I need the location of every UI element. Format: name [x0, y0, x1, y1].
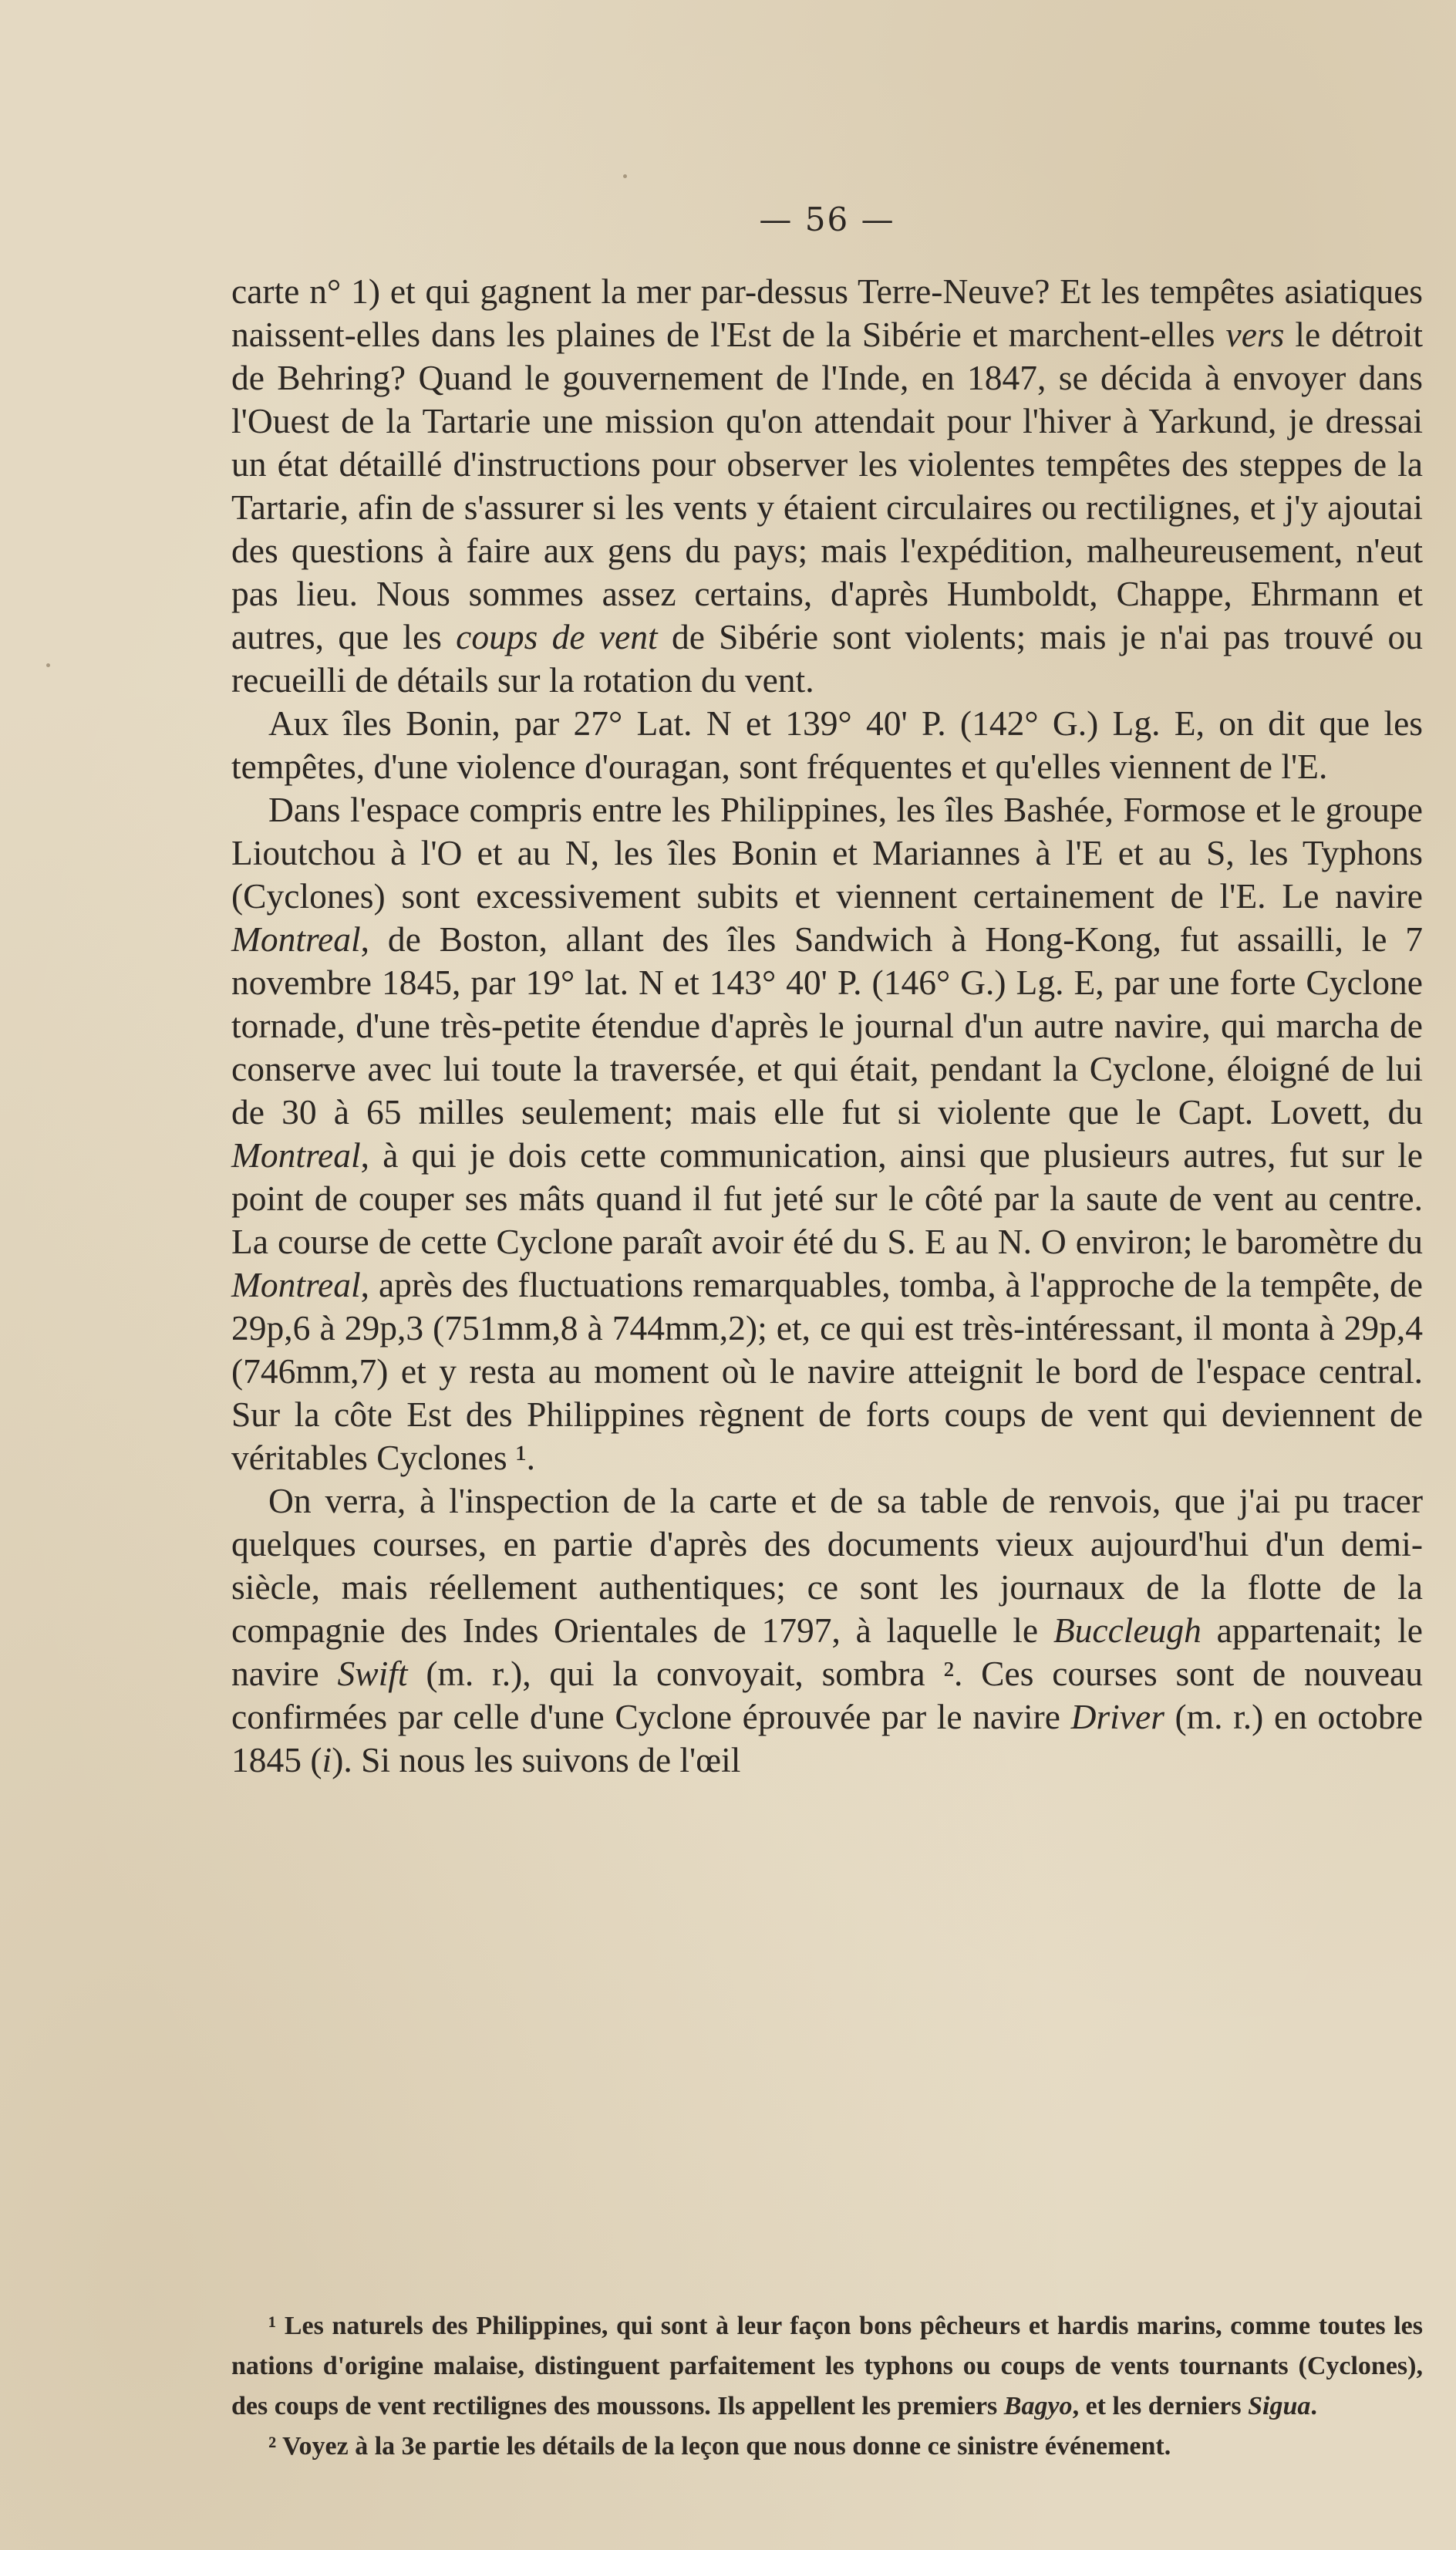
text-run: (m. r.), qui la convoyait, sombra ². Ces courses sont de nouveau confirmées par celle d'une Cyclone éprouvée par le navire [231, 1654, 1424, 1736]
text-run: appartenait; le navire [231, 1611, 1423, 1693]
italic-text: coups de vent [456, 617, 658, 656]
text-run: de Sibérie sont violents; mais je n'ai pas trouvé ou recueilli de détails sur la rotation du vent. [231, 617, 1423, 700]
text-run: (m. r.) en octobre 1845 ( [231, 1697, 1423, 1779]
text-run: . [1310, 2392, 1317, 2420]
text-run: Aux îles Bonin, par 27° Lat. N et 139° 40' P. (142° G.) Lg. E, on dit que les tempêtes, d'une violence d'ouragan, sont fréquentes et qu'elles viennent de l'E. [231, 703, 1423, 786]
italic-text: Montreal [231, 919, 361, 959]
text-run: ). Si nous les suivons de l'œil [332, 1740, 741, 1779]
footnote-1 [231, 2306, 1423, 2427]
italic-text: Buccleugh [1053, 1611, 1202, 1650]
text-run: , de Boston, allant des îles Sandwich à Hong-Kong, fut assailli, le 7 novembre 1845, par 19° lat. N et 143° 40' P. (146° G.) Lg. E, par une forte Cyclone tornade, d'une très-petite étendue d'après le journal d'un autre navire, qui marcha de conserve avec lui toute la traversée, et qui était, pendant la Cyclone, éloigné de lui de 30 à 65 milles seulement; mais elle fut si violente que le Capt. Lovett, du [231, 919, 1423, 1132]
text-run: Dans l'espace compris entre les Philippines, les îles Bashée, Formose et le groupe Lioutchou à l'O et au N, les îles Bonin et Mariannes à l'E et au S, les Typhons (Cyclones) sont excessivement subits et viennent certainement de l'E. Le navire [231, 790, 1423, 916]
text-run: On verra, à l'inspection de la carte et de sa table de renvois, que j'ai pu tracer quelques courses, en partie d'après des documents vieux aujourd'hui d'un demi-siècle, mais réellement authentiques; ce sont les journaux de la flotte de la compagnie des Indes Orientales de 1797, à laquelle le [231, 1481, 1423, 1650]
text-run: , à qui je dois cette communication, ainsi que plusieurs autres, fut sur le point de couper ses mâts quand il fut jeté sur le côté par la saute de vent au centre. La course de cette Cyclone paraît avoir été du S. E au N. O environ; le baromètre du [231, 1135, 1423, 1261]
paragraph-4 [231, 1479, 1423, 1782]
paragraph-1 [231, 270, 1423, 702]
italic-text: Bagyo [1003, 2392, 1073, 2420]
book-page [231, 193, 1423, 2507]
paragraph-3 [231, 788, 1423, 1479]
italic-text: Swift [337, 1654, 408, 1693]
paper-speck [623, 174, 627, 178]
text-run: ¹ Les naturels des Philippines, qui sont à leur façon bons pêcheurs et hardis marins, comme toutes les nations d'origine malaise, distinguent parfaitement les typhons ou coups de vents tournants (Cyclones), des coups de vent rectilignes des moussons. Ils appellent les premiers [231, 2312, 1423, 2420]
italic-text: vers [1225, 315, 1285, 354]
text-run: ² Voyez à la 3e partie les détails de la leçon que nous donne ce sinistre événement. [268, 2432, 1171, 2461]
text-run: carte n° 1) et qui gagnent la mer par-dessus Terre-Neuve? Et les tempêtes asiatiques naissent-elles dans les plaines de l'Est de la Sibérie et marchent-elles [231, 272, 1423, 354]
text-run: , après des fluctuations remarquables, tomba, à l'approche de la tempête, de 29p,6 à 29p,3 (751mm,8 à 744mm,2); et, ce qui est très-intéressant, il monta à 29p,4 (746mm,7) et y resta au moment où le navire atteignit le bord de l'espace central. Sur la côte Est des Philippines règnent de forts coups de vent qui deviennent de véritables Cyclones ¹. [231, 1265, 1423, 1477]
italic-text: Sigua [1248, 2392, 1311, 2420]
paragraph-2 [231, 702, 1423, 788]
italic-text: i [322, 1740, 332, 1779]
page-number: — 56 — [759, 201, 895, 238]
italic-text: Driver [1070, 1697, 1164, 1736]
footnote-2 [231, 2427, 1423, 2467]
paper-speck [46, 663, 50, 667]
body-text [231, 270, 1423, 1782]
italic-text: Montreal [231, 1135, 361, 1175]
italic-text: Montreal [231, 1265, 361, 1304]
text-run: , et les derniers [1072, 2392, 1249, 2420]
text-run: le détroit de Behring? Quand le gouvernement de l'Inde, en 1847, se décida à envoyer dans l'Ouest de la Tartarie une mission qu'on attendait pour l'hiver à Yarkund, je dressai un état détaillé d'instructions pour observer les violentes tempêtes des steppes de la Tartarie, afin de s'assurer si les vents y étaient circulaires ou rectilignes, et j'y ajoutai des questions à faire aux gens du pays; mais l'expédition, malheureusement, n'eut pas lieu. Nous sommes assez certains, d'après Humboldt, Chappe, Ehrmann et autres, que les [231, 315, 1423, 656]
footnotes [231, 2306, 1423, 2467]
